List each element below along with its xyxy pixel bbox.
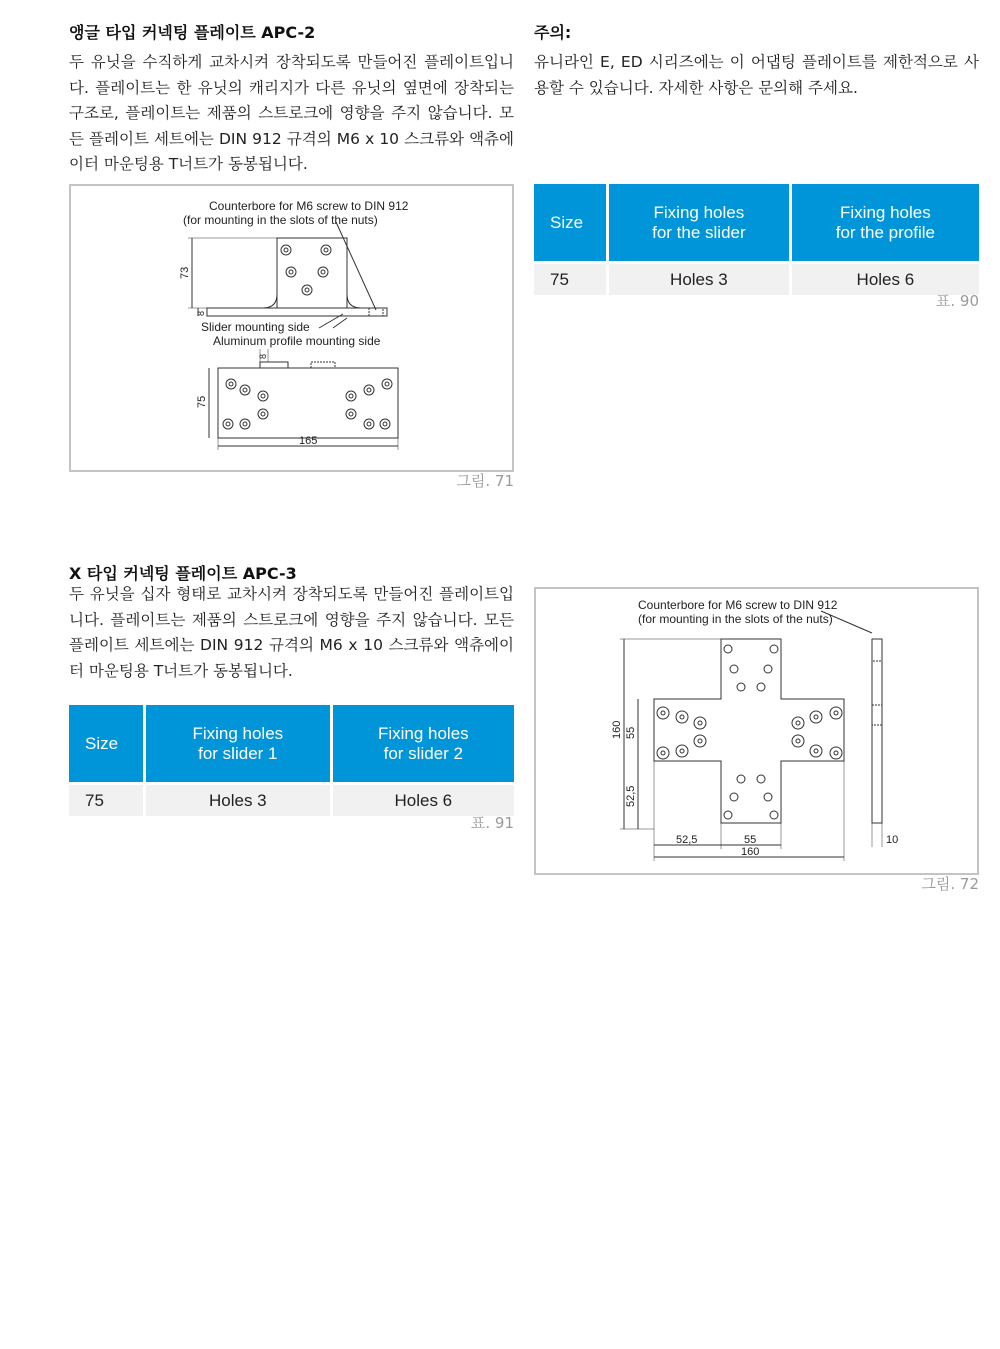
apc3-drawing [536, 589, 977, 873]
apc3-body: 두 유닛을 십자 형태로 교차시켜 장착되도록 만들어진 플레이트입니다. 플레이트는 제품의 스트로크에 영향을 주지 않습니다. 모든 플레이트 세트에는 DIN 912 규격의 M6 x 10 스크류와 액츄에이터 마운팅용 T너트가 동봉됩니다. [69, 585, 514, 680]
figure-72 [534, 587, 979, 875]
apc2-label-mounting: (for mounting in the slots of the nuts) [183, 213, 378, 227]
apc2-dim-165: 165 [299, 435, 318, 447]
apc2-dim-8b: 8 [258, 353, 268, 359]
table-90-header-profile: Fixing holes for the profile [792, 184, 979, 261]
table-91-header-slider1: Fixing holes for slider 1 [146, 705, 333, 782]
apc2-title: 앵글 타입 커넥팅 플레이트 APC-2 [69, 23, 316, 42]
apc2-label-counterbore: Counterbore for M6 screw to DIN 912 [209, 199, 409, 213]
apc2-drawing [71, 186, 512, 470]
apc2-label-slider-side: Slider mounting side [201, 320, 310, 334]
table-91 [69, 705, 514, 816]
table-90-cell-profile: Holes 6 [792, 261, 979, 295]
table-91-cell-slider1: Holes 3 [146, 782, 333, 816]
table-90-caption: 표. 90 [935, 292, 979, 310]
apc3-label-counterbore: Counterbore for M6 screw to DIN 912 [638, 598, 838, 612]
apc3-dim-55-vertical: 55 [625, 726, 637, 739]
table-91-header-slider2: Fixing holes for slider 2 [333, 705, 514, 782]
apc3-dim-10: 10 [886, 834, 899, 846]
apc3-dim-160-vertical: 160 [611, 720, 623, 739]
table-90 [534, 184, 979, 295]
table-91-cell-size: 75 [69, 782, 146, 816]
figure-71 [69, 184, 514, 472]
note-title: 주의: [534, 23, 572, 42]
table-90-cell-slider: Holes 3 [609, 261, 792, 295]
apc3-dim-52-5-horizontal: 52,5 [676, 834, 698, 846]
table-90-header-size: Size [534, 184, 609, 261]
table-91-row [69, 782, 514, 816]
apc2-body: 두 유닛을 수직하게 교차시켜 장착되도록 만들어진 플레이트입니다. 플레이트는 한 유닛의 캐리지가 다른 유닛의 옆면에 장착되는 구조로, 플레이트는 제품의 스트로크에 영향을 주지 않습니다. 모든 플레이트 세트에는 DIN 912 규격의 M6 x 10 스크류와 액츄에이터 마운팅용 T너트가 동봉됩니다. [69, 53, 514, 173]
table-90-header-slider: Fixing holes for the slider [609, 184, 792, 261]
apc2-dim-8a: 8 [196, 310, 206, 316]
apc3-dim-55-horizontal: 55 [744, 834, 757, 846]
table-91-cell-slider2: Holes 6 [333, 782, 514, 816]
apc3-title: X 타입 커넥팅 플레이트 APC-3 [69, 564, 297, 583]
figure-72-caption: 그림. 72 [921, 875, 979, 893]
figure-71-caption: 그림. 71 [456, 472, 514, 490]
apc2-label-profile-side: Aluminum profile mounting side [213, 334, 381, 348]
apc2-dim-73: 73 [179, 266, 191, 279]
note-body: 유니라인 E, ED 시리즈에는 이 어댑팅 플레이트를 제한적으로 사용할 수 있습니다. 자세한 사항은 문의해 주세요. [534, 53, 979, 97]
apc3-label-mounting: (for mounting in the slots of the nuts) [638, 612, 833, 626]
apc2-dim-75: 75 [196, 395, 208, 408]
table-91-caption: 표. 91 [470, 814, 514, 832]
table-91-header-size: Size [69, 705, 146, 782]
table-90-cell-size: 75 [534, 261, 609, 295]
apc3-dim-160-horizontal: 160 [741, 846, 760, 858]
apc3-dim-52-5-vertical: 52,5 [625, 785, 637, 807]
